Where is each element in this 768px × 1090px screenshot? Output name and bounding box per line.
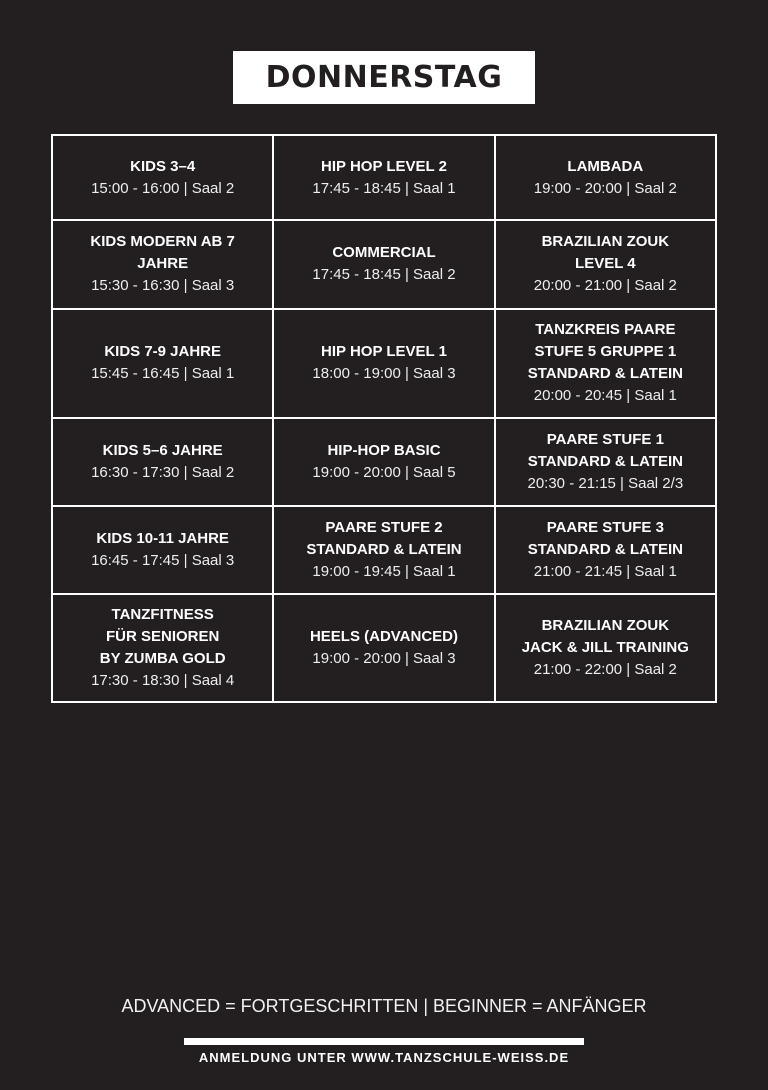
schedule-row: [52, 418, 716, 506]
class-time: 20:00 - 20:45 | Saal 1: [533, 387, 677, 405]
schedule-cell: [495, 418, 716, 506]
class-time: 20:00 - 21:00 | Saal 2: [533, 277, 677, 295]
class-name: HIP HOP LEVEL 1: [321, 343, 447, 361]
signup-text: ANMELDUNG UNTER WWW.TANZSCHULE-WEISS.DE: [198, 1050, 570, 1065]
schedule-cell: [495, 220, 716, 308]
class-name: BRAZILIAN ZOUK LEVEL 4: [541, 233, 670, 273]
class-name: KIDS 7-9 JAHRE: [104, 343, 222, 361]
class-time: 17:45 - 18:45 | Saal 1: [312, 179, 456, 197]
class-time: 18:00 - 19:00 | Saal 3: [312, 365, 456, 383]
class-time: 15:30 - 16:30 | Saal 3: [91, 277, 235, 295]
class-time: 19:00 - 20:00 | Saal 5: [312, 464, 456, 482]
class-time: 21:00 - 21:45 | Saal 1: [533, 562, 677, 580]
class-time: 17:30 - 18:30 | Saal 4: [91, 671, 235, 689]
schedule-cell: [273, 418, 494, 506]
schedule-cell: [273, 309, 494, 418]
schedule-cell: [52, 594, 273, 702]
schedule-cell: [495, 309, 716, 418]
schedule-body: [52, 135, 716, 702]
schedule-cell: [273, 220, 494, 308]
class-name: BRAZILIAN ZOUK JACK & JILL TRAINING: [521, 616, 689, 656]
schedule-cell: [52, 135, 273, 220]
class-name: KIDS MODERN AB 7 JAHRE: [90, 233, 235, 273]
class-time: 21:00 - 22:00 | Saal 2: [533, 660, 677, 678]
class-time: 20:30 - 21:15 | Saal 2/3: [527, 475, 684, 493]
class-name: HIP-HOP BASIC: [327, 442, 441, 460]
schedule-row: [52, 220, 716, 308]
footer-divider: [184, 1038, 584, 1045]
schedule-cell: [495, 506, 716, 593]
schedule-cell: [52, 309, 273, 418]
class-name: PAARE STUFE 2 STANDARD & LATEIN: [306, 518, 462, 558]
schedule-row: [52, 594, 716, 702]
class-time: 19:00 - 19:45 | Saal 1: [312, 562, 456, 580]
page-title-text: DONNERSTAG: [265, 60, 503, 95]
class-time: 19:00 - 20:00 | Saal 2: [533, 179, 677, 197]
schedule-row: [52, 309, 716, 418]
class-time: 17:45 - 18:45 | Saal 2: [312, 266, 456, 284]
schedule-cell: [52, 506, 273, 593]
class-name: TANZFITNESS FÜR SENIOREN BY ZUMBA GOLD: [99, 605, 226, 667]
class-name: HEELS (ADVANCED): [309, 627, 459, 645]
schedule-cell: [495, 594, 716, 702]
schedule-row: [52, 506, 716, 593]
schedule-cell: [52, 418, 273, 506]
class-name: KIDS 10-11 JAHRE: [96, 529, 229, 547]
schedule-row: [52, 135, 716, 220]
schedule-table: [51, 134, 717, 703]
class-time: 16:45 - 17:45 | Saal 3: [91, 551, 235, 569]
schedule-cell: [52, 220, 273, 308]
schedule-cell: [273, 594, 494, 702]
class-name: COMMERCIAL: [332, 244, 436, 262]
class-time: 19:00 - 20:00 | Saal 3: [312, 649, 456, 667]
class-time: 16:30 - 17:30 | Saal 2: [91, 464, 235, 482]
class-name: PAARE STUFE 3 STANDARD & LATEIN: [527, 518, 683, 558]
class-name: HIP HOP LEVEL 2: [321, 157, 447, 175]
class-name: KIDS 3–4: [130, 157, 196, 175]
class-time: 15:45 - 16:45 | Saal 1: [91, 365, 235, 383]
legend-text: ADVANCED = FORTGESCHRITTEN | BEGINNER = ANFÄNGER: [121, 996, 647, 1016]
class-name: PAARE STUFE 1 STANDARD & LATEIN: [527, 431, 683, 471]
schedule-cell: [273, 506, 494, 593]
page-title: [233, 51, 535, 104]
class-name: KIDS 5–6 JAHRE: [102, 442, 223, 460]
class-time: 15:00 - 16:00 | Saal 2: [91, 179, 235, 197]
schedule-cell: [495, 135, 716, 220]
class-name: LAMBADA: [567, 157, 644, 175]
schedule-cell: [273, 135, 494, 220]
class-name: TANZKREIS PAARE STUFE 5 GRUPPE 1 STANDARD & LATEIN: [527, 321, 683, 383]
